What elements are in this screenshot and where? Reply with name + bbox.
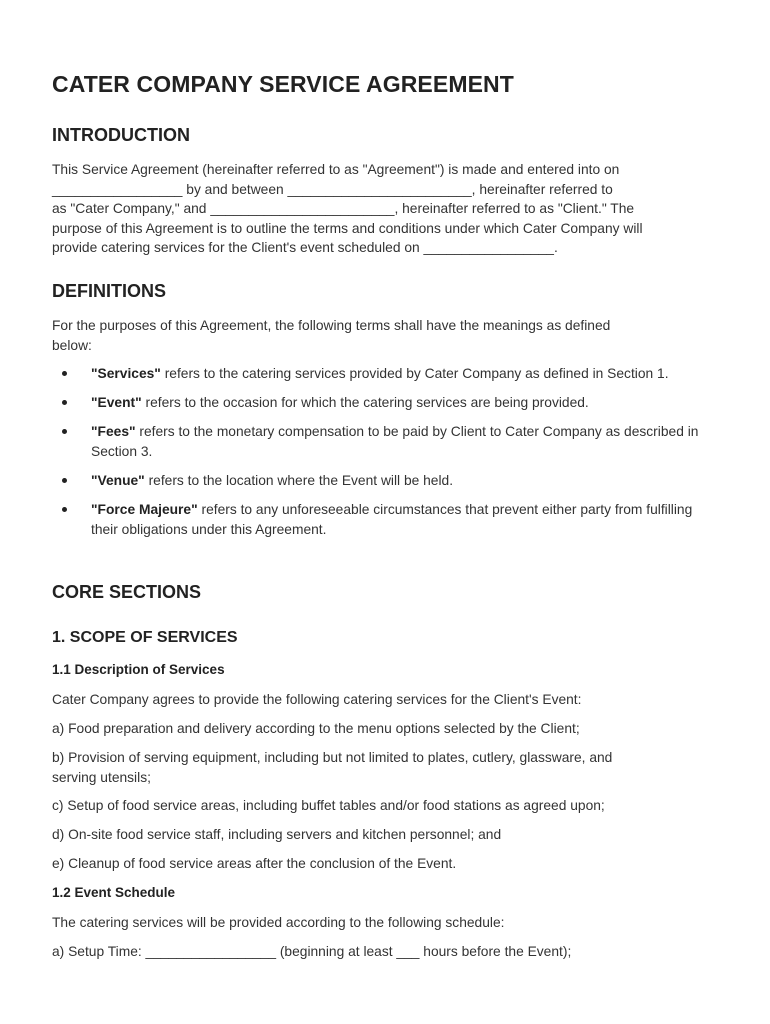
list-item — [52, 471, 712, 491]
bullet-icon — [62, 371, 67, 376]
list-item — [52, 500, 712, 539]
definition-term: "Venue" — [91, 472, 145, 488]
section-1-2-item-a: a) Setup Time: _________________ (beginning at least ___ hours before the Event); — [52, 944, 572, 959]
introduction-line: provide catering services for the Client's event scheduled on _________________. — [52, 240, 558, 256]
section-1-1-item-a: a) Food preparation and delivery according to the menu options selected by the Client; — [52, 721, 580, 736]
definitions-intro: For the purposes of this Agreement, the following terms shall have the meanings as defined below: — [52, 318, 611, 353]
section-1-2-heading: 1.2 Event Schedule — [52, 885, 176, 900]
section-1-1-heading: 1.1 Description of Services — [52, 662, 225, 677]
list-item — [52, 364, 712, 384]
section-1-heading: 1. SCOPE OF SERVICES — [52, 629, 238, 646]
definition-term: "Fees" — [91, 424, 136, 440]
definition-text: refers to the catering services provided by Cater Company as defined in Section 1. — [160, 366, 669, 381]
definition-term: "Force Majeure" — [91, 501, 198, 517]
introduction-paragraph — [52, 160, 720, 258]
introduction-line: _________________ by and between ________________________, hereinafter referred to — [52, 181, 613, 197]
definition-text: refers to the location where the Event will be held. — [144, 472, 454, 488]
core-sections-heading: CORE SECTIONS — [52, 582, 202, 602]
introduction-line: This Service Agreement (hereinafter referred to as "Agreement") is made and entered into on — [52, 162, 620, 177]
definition-term: "Services" — [91, 366, 161, 381]
section-1-1-item-b: b) Provision of serving equipment, including but not limited to plates, cutlery, glassware, and serving utensils; — [52, 750, 613, 785]
definition-text: refers to the monetary compensation to be paid by Client to Cater Company as described in Section 3. — [91, 424, 699, 459]
bullet-icon — [62, 478, 67, 483]
definitions-heading: DEFINITIONS — [52, 281, 167, 301]
section-1-1-item-c: c) Setup of food service areas, including buffet tables and/or food stations as agreed upon; — [52, 798, 605, 813]
bullet-icon — [62, 429, 67, 434]
bullet-icon — [62, 507, 67, 512]
list-item — [52, 393, 712, 413]
section-1-1-intro: Cater Company agrees to provide the following catering services for the Client's Event: — [52, 692, 582, 707]
document-title: CATER COMPANY SERVICE AGREEMENT — [52, 71, 514, 97]
bullet-icon — [62, 400, 67, 405]
definition-text: refers to the occasion for which the catering services are being provided. — [141, 395, 589, 411]
introduction-line: purpose of this Agreement is to outline the terms and conditions under which Cater Company will — [52, 220, 643, 236]
section-1-2-intro: The catering services will be provided according to the following schedule: — [52, 915, 505, 930]
definitions-list — [52, 364, 712, 549]
section-1-1-item-d: d) On-site food service staff, including servers and kitchen personnel; and — [52, 827, 502, 842]
definition-text: refers to any unforeseeable circumstances that prevent either party from fulfilling their obligations under this Agreement. — [91, 501, 693, 537]
definition-term: "Event" — [91, 395, 142, 411]
introduction-line: as "Cater Company," and ________________________, hereinafter referred to as "Client." The — [52, 201, 635, 217]
introduction-heading: INTRODUCTION — [52, 125, 190, 145]
list-item — [52, 422, 712, 461]
section-1-1-item-e: e) Cleanup of food service areas after the conclusion of the Event. — [52, 856, 457, 871]
